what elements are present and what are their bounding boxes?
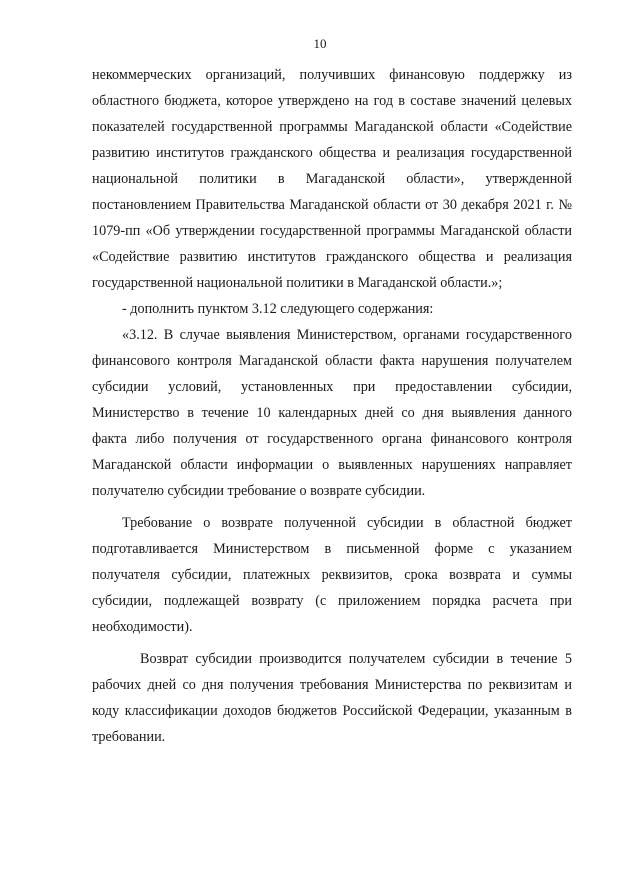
paragraph-refund-requirement: Требование о возврате полученной субсидии в областной бюджет подготавливается Министерством в письменной форме с указанием получателя субсидии, платежных реквизитов, срока возврата и суммы субсидии, подлежащей возврату (с приложением порядка расчета при необходимости). [92,515,572,635]
paragraph-clause-3-12: «3.12. В случае выявления Министерством, органами государственного финансового контроля Магаданской области факта нарушения получателем субсидии условий, установленных при предоставлении субсидии, Министерство в течение 10 календарных дней со дня выявления данного факта либо получения от государственного органа финансового контроля Магаданской области информации о выявленных нарушениях направляет получателю субсидии требование о возврате субсидии. [92,327,572,499]
page-number: 10 [313,36,327,51]
document-body [92,62,572,750]
paragraph-amendment-instruction: - дополнить пунктом 3.12 следующего содержания: [122,301,434,317]
paragraph-continuation: некоммерческих организаций, получивших финансовую поддержку из областного бюджета, которое утверждено на год в составе значений целевых показателей государственной программы Магаданской области «Содействие развитию институтов гражданского общества и реализация государственной национальной политики в Магаданской области», утвержденной постановлением Правительства Магаданской области от 30 декабря 2021 г. № 1079-пп «Об утверждении государственной программы Магаданской области «Содействие развитию институтов гражданского общества и реализация государственной национальной политики в Магаданской области.»; [92,67,572,291]
paragraph-refund-procedure: Возврат субсидии производится получателем субсидии в течение 5 рабочих дней со дня получения требования Министерства по реквизитам и коду классификации доходов бюджетов Российской Федерации, указанным в требовании. [92,651,572,745]
